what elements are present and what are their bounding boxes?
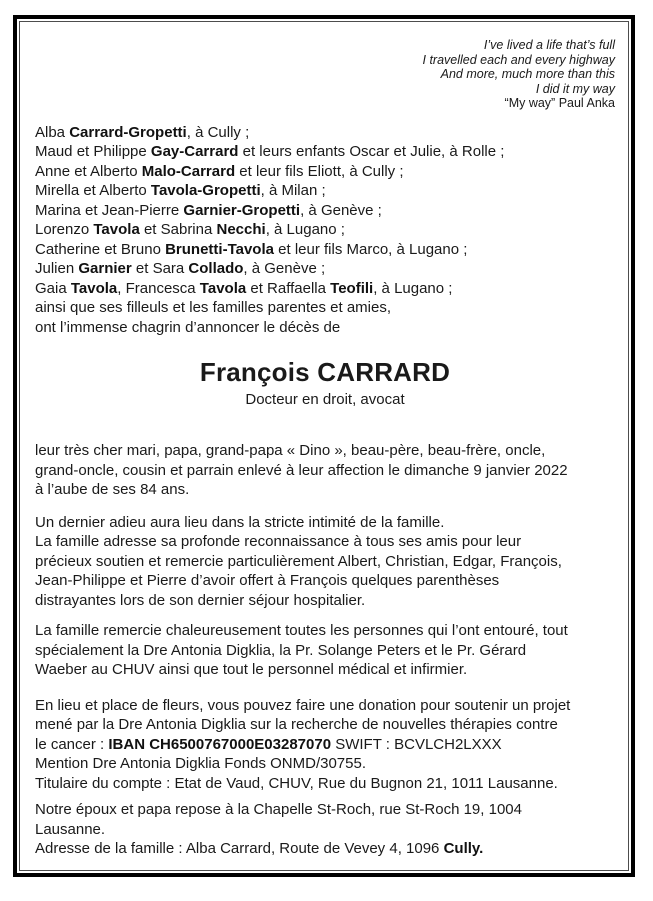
paragraph-line: Adresse de la famille : Alba Carrard, Route de Vevey 4, 1096 Cully. — [35, 840, 484, 857]
document-content — [19, 21, 629, 871]
paragraph-line: La famille adresse sa profonde reconnaissance à tous ses amis pour leur — [35, 533, 522, 550]
quote-line: I did it my way — [535, 81, 615, 96]
paragraph-line: grand-oncle, cousin et parrain enlevé à leur affection le dimanche 9 janvier 2022 — [35, 461, 568, 479]
family-line: Mirella et Alberto Tavola-Gropetti, à Milan ; — [35, 182, 326, 199]
paragraph-line: Waeber au CHUV ainsi que tout le personnel médical et infirmier. — [35, 661, 468, 678]
family-line: Catherine et Bruno Brunetti-Tavola et leur fils Marco, à Lugano ; — [35, 240, 468, 258]
paragraph — [35, 441, 615, 500]
paragraph-line: spécialement la Dre Antonia Digklia, la Pr. Solange Peters et le Pr. Gérard — [35, 641, 527, 659]
epigraph-quote — [35, 38, 615, 111]
paragraph-line: Jean-Philippe et Pierre d’avoir offert à François quelques parenthèses — [35, 572, 500, 589]
family-line: Gaia Tavola, Francesca Tavola et Raffaella Teofili, à Lugano ; — [35, 279, 453, 297]
paragraph-line: Titulaire du compte : Etat de Vaud, CHUV, Rue du Bugnon 21, 1011 Lausanne. — [35, 774, 558, 792]
family-line: Julien Garnier et Sara Collado, à Genève ; — [35, 260, 326, 277]
family-line: Marina et Jean-Pierre Garnier-Gropetti, à Genève ; — [35, 201, 382, 219]
announcement-paragraphs — [35, 441, 615, 859]
paragraph — [35, 621, 615, 680]
family-list — [35, 123, 615, 338]
paragraph-line: leur très cher mari, papa, grand-papa « Dino », beau-père, beau-frère, oncle, — [35, 442, 546, 459]
paragraph-line: Lausanne. — [35, 820, 106, 838]
paragraph — [35, 800, 615, 859]
paragraph-line: Un dernier adieu aura lieu dans la stricte intimité de la famille. — [35, 513, 445, 531]
family-line: Lorenzo Tavola et Sabrina Necchi, à Lugano ; — [35, 221, 345, 238]
deceased-name: François CARRARD — [199, 357, 451, 387]
paragraph-line: Mention Dre Antonia Digklia Fonds ONMD/30755. — [35, 755, 366, 772]
quote-line: I’ve lived a life that’s full — [483, 38, 615, 52]
paragraph — [35, 513, 615, 611]
paragraph-line: à l’aube de ses 84 ans. — [35, 481, 190, 498]
paragraph-line: distrayantes lors de son dernier séjour hospitalier. — [35, 591, 366, 609]
family-line: Alba Carrard-Gropetti, à Cully ; — [35, 123, 250, 141]
family-line: ont l’immense chagrin d’annoncer le décès de — [35, 318, 341, 336]
paragraph-line: En lieu et place de fleurs, vous pouvez faire une donation pour soutenir un projet — [35, 696, 571, 714]
deceased-title: Docteur en droit, avocat — [245, 391, 405, 408]
paragraph-line: le cancer : IBAN CH6500767000E03287070 SWIFT : BCVLCH2LXXX — [35, 735, 502, 753]
family-line: Maud et Philippe Gay-Carrard et leurs enfants Oscar et Julie, à Rolle ; — [35, 143, 505, 160]
quote-line: And more, much more than this — [440, 67, 615, 81]
paragraph — [35, 696, 615, 794]
paragraph-line: La famille remercie chaleureusement toutes les personnes qui l’ont entouré, tout — [35, 622, 568, 639]
family-line: Anne et Alberto Malo-Carrard et leur fils Eliott, à Cully ; — [35, 162, 404, 180]
family-line: ainsi que ses filleuls et les familles parentes et amies, — [35, 299, 392, 316]
paragraph-line: mené par la Dre Antonia Digklia sur la recherche de nouvelles thérapies contre — [35, 716, 558, 733]
document-frame — [13, 15, 635, 877]
quote-line: I travelled each and every highway — [422, 52, 615, 67]
quote-lines — [35, 38, 615, 96]
quote-attribution: “My way” Paul Anka — [504, 96, 615, 110]
paragraph-line: Notre époux et papa repose à la Chapelle St-Roch, rue St-Roch 19, 1004 — [35, 801, 522, 818]
paragraph-line: précieux soutien et remercie particulièrement Albert, Christian, Edgar, François, — [35, 552, 562, 570]
